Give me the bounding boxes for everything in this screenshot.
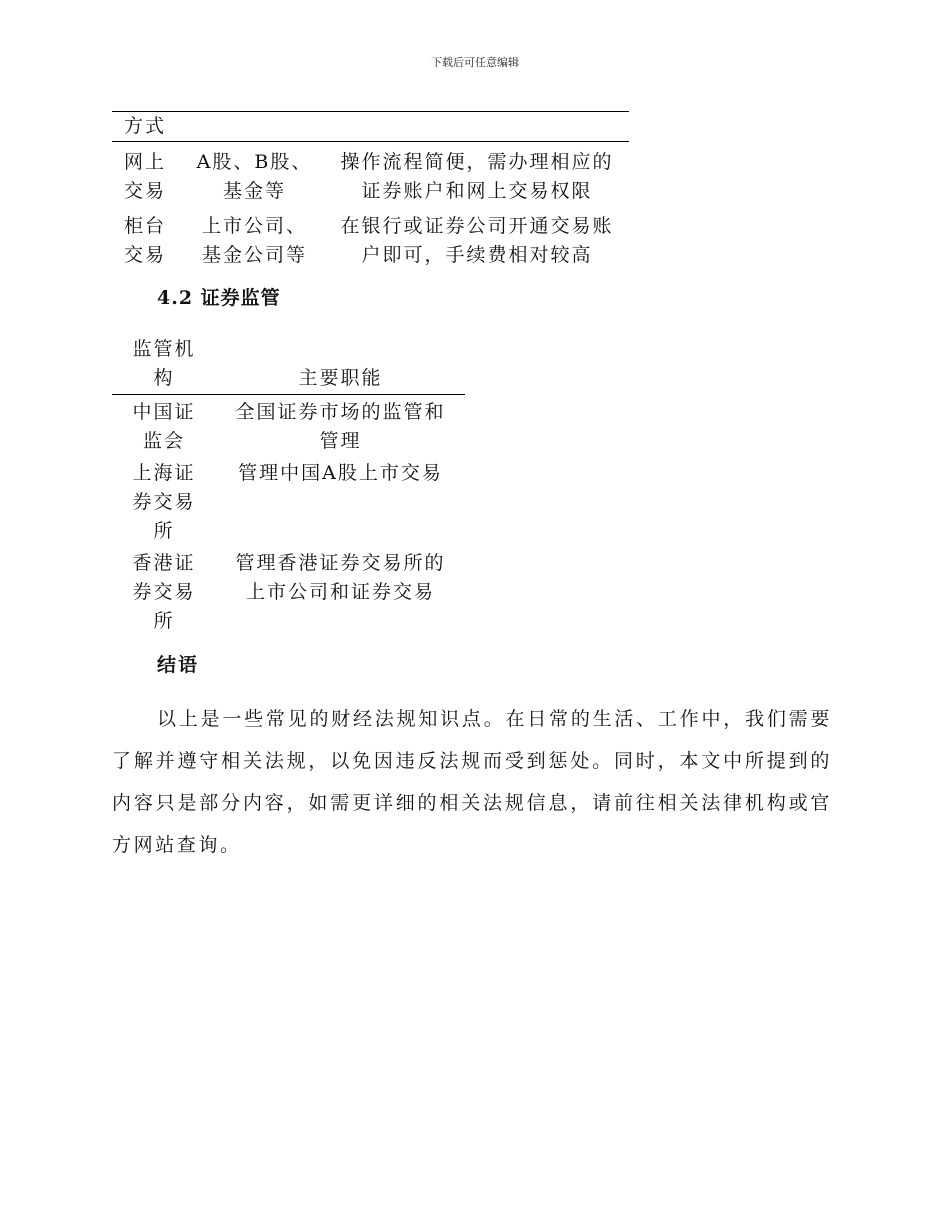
agency-cell [112, 398, 216, 456]
scope-text: A股、B股、基金等 [196, 151, 313, 202]
agency-text: 香港证券交易所 [132, 552, 196, 632]
function-text: 全国证券市场的监管和管理 [235, 401, 446, 452]
note-text: 操作流程简便，需办理相应的证券账户和网上交易权限 [340, 151, 614, 202]
agency-text: 中国证监会 [132, 401, 196, 452]
section-heading: 4.2 证券监管 [157, 287, 281, 309]
regulator-table [112, 335, 465, 636]
trade-method-table [112, 111, 629, 270]
conclusion-paragraph: 以上是一些常见的财经法规知识点。在日常的生活、工作中，我们需要了解并遵守相关法规，以免因违反法规而受到惩处。同时，本文中所提到的内容只是部分内容，如需更详细的相关法规信息，请前往相关法律机构或官方网站查询。 [112, 708, 832, 856]
note-cell [317, 212, 629, 270]
function-text: 管理香港证券交易所的上市公司和证券交易 [235, 552, 446, 603]
method-text: 柜台交易 [124, 215, 167, 266]
table-row [112, 398, 465, 456]
conclusion-heading: 结语 [157, 654, 200, 676]
table-header-row [112, 112, 629, 142]
table-header-cell [112, 112, 192, 142]
agency-cell [112, 549, 216, 636]
function-text: 管理中国A股上市交易 [238, 462, 443, 484]
scope-cell [192, 148, 317, 206]
column-header-function [216, 335, 465, 395]
note-cell [317, 148, 629, 206]
method-cell [112, 212, 192, 270]
function-cell [216, 398, 465, 456]
method-text: 网上交易 [124, 151, 167, 202]
column-header-function-text: 主要职能 [298, 367, 383, 389]
header-cell-method: 方式 [124, 115, 167, 137]
method-cell [112, 148, 192, 206]
table-row [112, 148, 629, 206]
agency-cell [112, 459, 216, 546]
table-row [112, 212, 629, 270]
scope-cell [192, 212, 317, 270]
function-cell [216, 549, 465, 636]
table-row [112, 549, 465, 636]
table-header-row [112, 335, 465, 395]
page-header: 下载后可任意编辑 [431, 56, 519, 69]
column-header-agency [112, 335, 216, 395]
table-row [112, 459, 465, 546]
note-text: 在银行或证券公司开通交易账户即可，手续费相对较高 [340, 215, 614, 266]
column-header-agency-text: 监管机构 [132, 338, 196, 389]
function-cell [216, 459, 465, 546]
scope-text: 上市公司、基金公司等 [201, 215, 307, 266]
agency-text: 上海证券交易所 [132, 462, 196, 542]
